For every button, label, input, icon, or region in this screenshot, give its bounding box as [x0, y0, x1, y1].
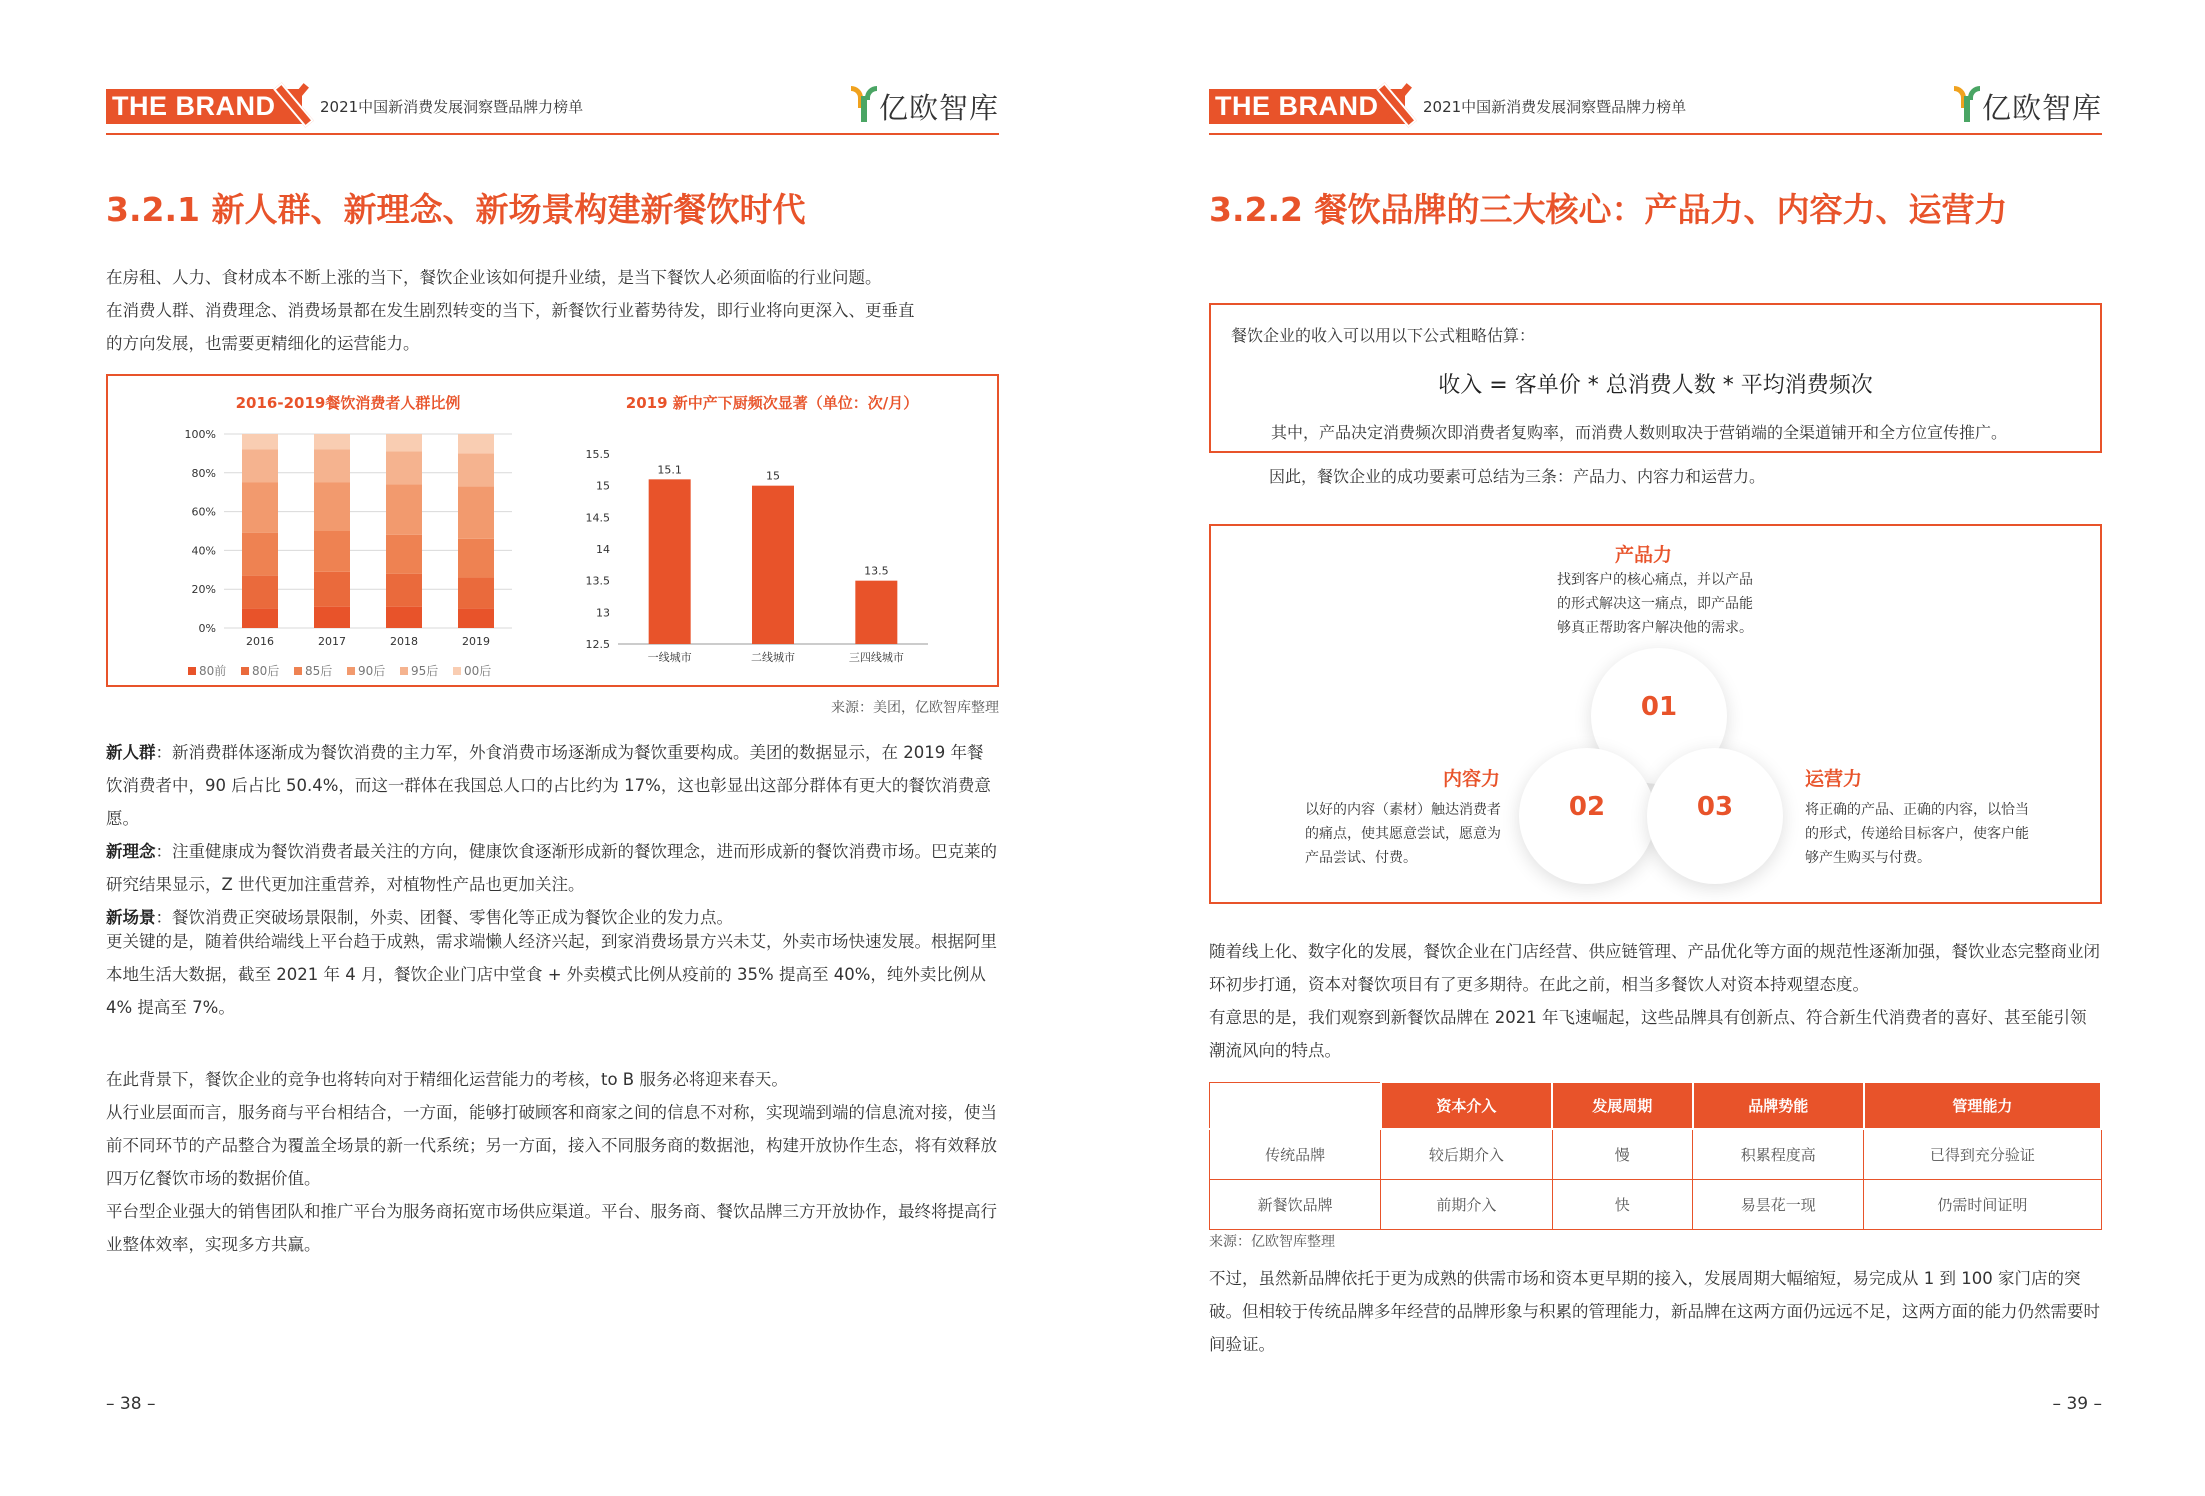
- chart-panel: [106, 374, 999, 687]
- new-idea-label: 新理念: [106, 842, 156, 861]
- stacked-bar-segment: [386, 434, 422, 451]
- y-tick-label: 100%: [184, 428, 216, 441]
- legend-swatch: [453, 667, 461, 675]
- core-number: 01: [1640, 692, 1678, 722]
- legend-label: 90后: [358, 664, 386, 678]
- stacked-bar-segment: [314, 607, 350, 628]
- stacked-bar-segment: [458, 453, 494, 486]
- table-cell: 新餐饮品牌: [1210, 1180, 1381, 1230]
- new-scene-text: ：餐饮消费正突破场景限制，外卖、团餐、零售化等正成为餐饮企业的发力点。: [155, 908, 733, 927]
- table-row: [1210, 1180, 2102, 1230]
- capital-line: 随着线上化、数字化的发展，餐饮企业在门店经营、供应链管理、产品优化等方面的规范性逐渐加强，餐饮业态完整商业闭环初步打通，资本对餐饮项目有了更多期待。在此之前，相当多餐饮人对资本持观望态度。: [1209, 942, 2100, 994]
- table-cell: 慢: [1552, 1129, 1693, 1180]
- y-tick-label: 15.5: [585, 448, 610, 461]
- x-tick-label: 2019: [462, 635, 490, 648]
- report-title: 2021中国新消费发展洞察暨品牌力榜单: [320, 98, 584, 116]
- intro-line: 在房租、人力、食材成本不断上涨的当下，餐饮企业该如何提升业绩，是当下餐饮人必须面临的行业问题。: [106, 268, 882, 287]
- brand-badge: THE BRAND: [106, 89, 302, 124]
- y-tick-label: 60%: [191, 505, 216, 519]
- table-cell: 快: [1552, 1180, 1693, 1230]
- brand-badge: THE BRAND: [1209, 89, 1405, 124]
- chart-title: 2019 新中产下厨频次显著（单位：次/月）: [625, 394, 919, 412]
- logo-text: 亿欧智库: [878, 91, 999, 125]
- new-people-text: ：新消费群体逐渐成为餐饮消费的主力军，外食消费市场逐渐成为餐饮重要构成。美团的数据显示，在 2019 年餐饮消费者中，90 后占比 50.4%，而这一群体在我国总人口的占比约为 17%，这也彰显出这部分群体有更大的餐饮消费意愿。: [106, 743, 991, 828]
- chart-title: 2016-2019餐饮消费者人群比例: [235, 394, 461, 412]
- y-tick-label: 15: [596, 479, 610, 493]
- intro-line: 在消费人群、消费理念、消费场景都在发生剧烈转变的当下，新餐饮行业蓄势待发，即行业将向更深入、更垂直: [106, 301, 915, 320]
- x-tick-label: 2016: [246, 635, 274, 648]
- core-desc-product: 找到客户的核心痛点，并以产品的形式解决这一痛点，即产品能够真正帮助客户解决他的需求。: [1557, 572, 1753, 636]
- core-circle-02: [1519, 748, 1655, 884]
- y-tick-label: 13: [596, 606, 610, 620]
- stacked-bar-segment: [242, 450, 278, 483]
- legend-swatch: [347, 667, 355, 675]
- data-label: 15.1: [657, 463, 682, 477]
- formula-intro: 餐饮企业的收入可以用以下公式粗略估算：: [1231, 326, 1536, 345]
- stacked-bar-segment: [242, 533, 278, 576]
- header-rule: [106, 133, 999, 135]
- revenue-formula: 收入 = 客单价 * 总消费人数 * 平均消费频次: [1438, 373, 1873, 398]
- y-tick-label: 14: [596, 543, 610, 556]
- logo-mark-icon: [851, 86, 877, 122]
- three-core-diagram: [1209, 524, 2102, 904]
- legend-swatch: [294, 667, 302, 675]
- capital-paragraph: [1209, 935, 2102, 1067]
- logo: [799, 84, 999, 124]
- table-cell: 仍需时间证明: [1864, 1180, 2101, 1230]
- table-cell: 积累程度高: [1693, 1129, 1864, 1180]
- stacked-bar-segment: [242, 434, 278, 450]
- bar: [855, 581, 897, 644]
- data-label: 13.5: [864, 564, 889, 578]
- table-header: 发展周期: [1552, 1082, 1693, 1129]
- page-number: – 39 –: [2052, 1394, 2102, 1414]
- legend-label: 80后: [252, 664, 280, 678]
- y-tick-label: 12.5: [585, 638, 610, 651]
- stacked-bar-segment: [386, 535, 422, 574]
- tob-paragraph: [106, 1063, 999, 1261]
- new-people-label: 新人群: [106, 743, 156, 762]
- stacked-bar-segment: [386, 607, 422, 628]
- charts-svg: [108, 376, 1001, 689]
- logo-text: 亿欧智库: [1981, 91, 2102, 125]
- x-tick-label: 一线城市: [647, 651, 692, 664]
- formula-box: [1209, 303, 2102, 453]
- legend-swatch: [241, 667, 249, 675]
- legend-label: 95后: [411, 664, 439, 678]
- page-header: [106, 84, 999, 134]
- legend-label: 00后: [464, 664, 492, 678]
- table-header: [1210, 1082, 1381, 1129]
- stacked-bar-segment: [386, 451, 422, 484]
- y-tick-label: 14.5: [585, 511, 610, 525]
- legend-swatch: [400, 667, 408, 675]
- x-tick-label: 2017: [318, 635, 346, 648]
- y-tick-label: 40%: [191, 544, 216, 558]
- stacked-bar-segment: [242, 483, 278, 533]
- page-right: [1103, 0, 2205, 1496]
- summary-line: 因此，餐饮企业的成功要素可总结为三条：产品力、内容力和运营力。: [1269, 467, 1766, 486]
- core-title-content: 内容力: [1443, 768, 1501, 790]
- new-idea-text: ：注重健康成为餐饮消费者最关注的方向，健康饮食逐渐形成新的餐饮理念，进而形成新的餐饮消费市场。巴克莱的研究结果显示，Z 世代更加注重营养，对植物性产品也更加关注。: [106, 842, 997, 894]
- bar: [752, 486, 794, 644]
- capital-line: 有意思的是，我们观察到新餐饮品牌在 2021 年飞速崛起，这些品牌具有创新点、符合新生代消费者的喜好、甚至能引领潮流风向的特点。: [1209, 1008, 2087, 1060]
- core-number: 03: [1696, 792, 1734, 822]
- stacked-bar-segment: [242, 609, 278, 628]
- core-desc-operation: 将正确的产品、正确的内容，以恰当的形式，传递给目标客户，使客户能够产生购买与付费。: [1805, 802, 2029, 866]
- table-cell: 易昙花一现: [1693, 1180, 1864, 1230]
- core-title-product: 产品力: [1615, 544, 1673, 566]
- legend-label: 85后: [305, 664, 333, 678]
- stacked-bar-segment: [314, 531, 350, 572]
- logo-mark-icon: [1954, 86, 1980, 122]
- stacked-bar-segment: [314, 434, 350, 450]
- bar: [649, 479, 691, 644]
- x-tick-label: 三四线城市: [848, 651, 904, 664]
- conclusion-paragraph: 不过，虽然新品牌依托于更为成熟的供需市场和资本更早期的接入，发展周期大幅缩短，易完成从 1 到 100 家门店的突破。但相较于传统品牌多年经营的品牌形象与积累的管理能力，新品牌在这两方面仍远远不足，这两方面的能力仍然需要时间验证。: [1209, 1269, 2100, 1354]
- stacked-bar-segment: [458, 434, 494, 453]
- data-label: 15: [766, 469, 780, 483]
- brand-compare-table: [1209, 1081, 2102, 1230]
- tob-line: 平台型企业强大的销售团队和推广平台为服务商拓宽市场供应渠道。平台、服务商、餐饮品牌三方开放协作，最终将提高行业整体效率，实现多方共赢。: [106, 1202, 997, 1254]
- stacked-bar-segment: [458, 486, 494, 538]
- header-rule: [1209, 133, 2102, 135]
- logo: [1902, 84, 2102, 124]
- table-cell: 前期介入: [1381, 1180, 1552, 1230]
- table-cell: 较后期介入: [1381, 1129, 1552, 1180]
- formula-note: 其中，产品决定消费频次即消费者复购率，而消费人数则取决于营销端的全渠道铺开和全方位宣传推广。: [1271, 423, 2008, 442]
- table-header: 品牌势能: [1693, 1082, 1864, 1129]
- stacked-bar-segment: [314, 572, 350, 607]
- y-tick-label: 0%: [198, 622, 216, 635]
- table-source: 来源：亿欧智库整理: [1209, 1234, 1335, 1250]
- intro-paragraph: [106, 261, 999, 360]
- legend-label: 80前: [199, 664, 227, 678]
- stacked-bar-segment: [314, 450, 350, 483]
- page-number: – 38 –: [106, 1394, 156, 1414]
- core-circle-03: [1647, 748, 1783, 884]
- y-tick-label: 20%: [191, 583, 216, 597]
- stacked-bar-segment: [242, 576, 278, 609]
- table-header: 管理能力: [1864, 1082, 2101, 1129]
- page-left: [0, 0, 1102, 1496]
- legend-swatch: [188, 667, 196, 675]
- chart-source: 来源：美团，亿欧智库整理: [831, 700, 999, 716]
- stacked-bar-segment: [314, 483, 350, 532]
- stacked-bar-segment: [458, 609, 494, 628]
- takeout-paragraph: 更关键的是，随着供给端线上平台趋于成熟，需求端懒人经济兴起，到家消费场景方兴未艾，外卖市场快速发展。根据阿里本地生活大数据，截至 2021 年 4 月，餐饮企业门店中堂食 + 外卖模式比例从疫前的 35% 提高至 40%，纯外卖比例从 4% 提高至 7%。: [106, 932, 997, 1017]
- table-header-row: [1210, 1082, 2102, 1129]
- table-header: 资本介入: [1381, 1082, 1552, 1129]
- core-number: 02: [1568, 792, 1606, 822]
- page-header: [1209, 84, 2102, 134]
- tob-line: 从行业层面而言，服务商与平台相结合，一方面，能够打破顾客和商家之间的信息不对称，实现端到端的信息流对接，使当前不同环节的产品整合为覆盖全场景的新一代系统；另一方面，接入不同服务商的数据池，构建开放协作生态，将有效释放四万亿餐饮市场的数据价值。: [106, 1103, 997, 1188]
- stacked-bar-segment: [386, 574, 422, 607]
- report-title: 2021中国新消费发展洞察暨品牌力榜单: [1423, 98, 1687, 116]
- x-tick-label: 2018: [390, 635, 418, 648]
- table-row: [1210, 1129, 2102, 1180]
- brand-x-icon: [271, 82, 311, 122]
- new-scene-label: 新场景: [106, 908, 156, 927]
- stacked-bar-segment: [386, 484, 422, 534]
- stacked-bar-segment: [458, 539, 494, 578]
- section-heading: 3.2.1 新人群、新理念、新场景构建新餐饮时代: [106, 190, 806, 229]
- table-cell: 已得到充分验证: [1864, 1129, 2101, 1180]
- core-desc-content: 以好的内容（素材）触达消费者的痛点，使其愿意尝试，愿意为产品尝试、付费。: [1305, 802, 1501, 866]
- core-title-operation: 运营力: [1805, 768, 1863, 790]
- x-tick-label: 二线城市: [751, 651, 795, 664]
- section-heading: 3.2.2 餐饮品牌的三大核心：产品力、内容力、运营力: [1209, 190, 2008, 229]
- intro-line: 的方向发展，也需要更精细化的运营能力。: [106, 334, 420, 353]
- stacked-bar-segment: [458, 578, 494, 609]
- table-cell: 传统品牌: [1210, 1129, 1381, 1180]
- brand-x-icon: [1374, 82, 1414, 122]
- y-tick-label: 80%: [191, 466, 216, 480]
- y-tick-label: 13.5: [585, 574, 610, 588]
- three-new-paragraph: [106, 736, 999, 934]
- tob-line: 在此背景下，餐饮企业的竞争也将转向对于精细化运营能力的考核，to B 服务必将迎来春天。: [106, 1070, 788, 1089]
